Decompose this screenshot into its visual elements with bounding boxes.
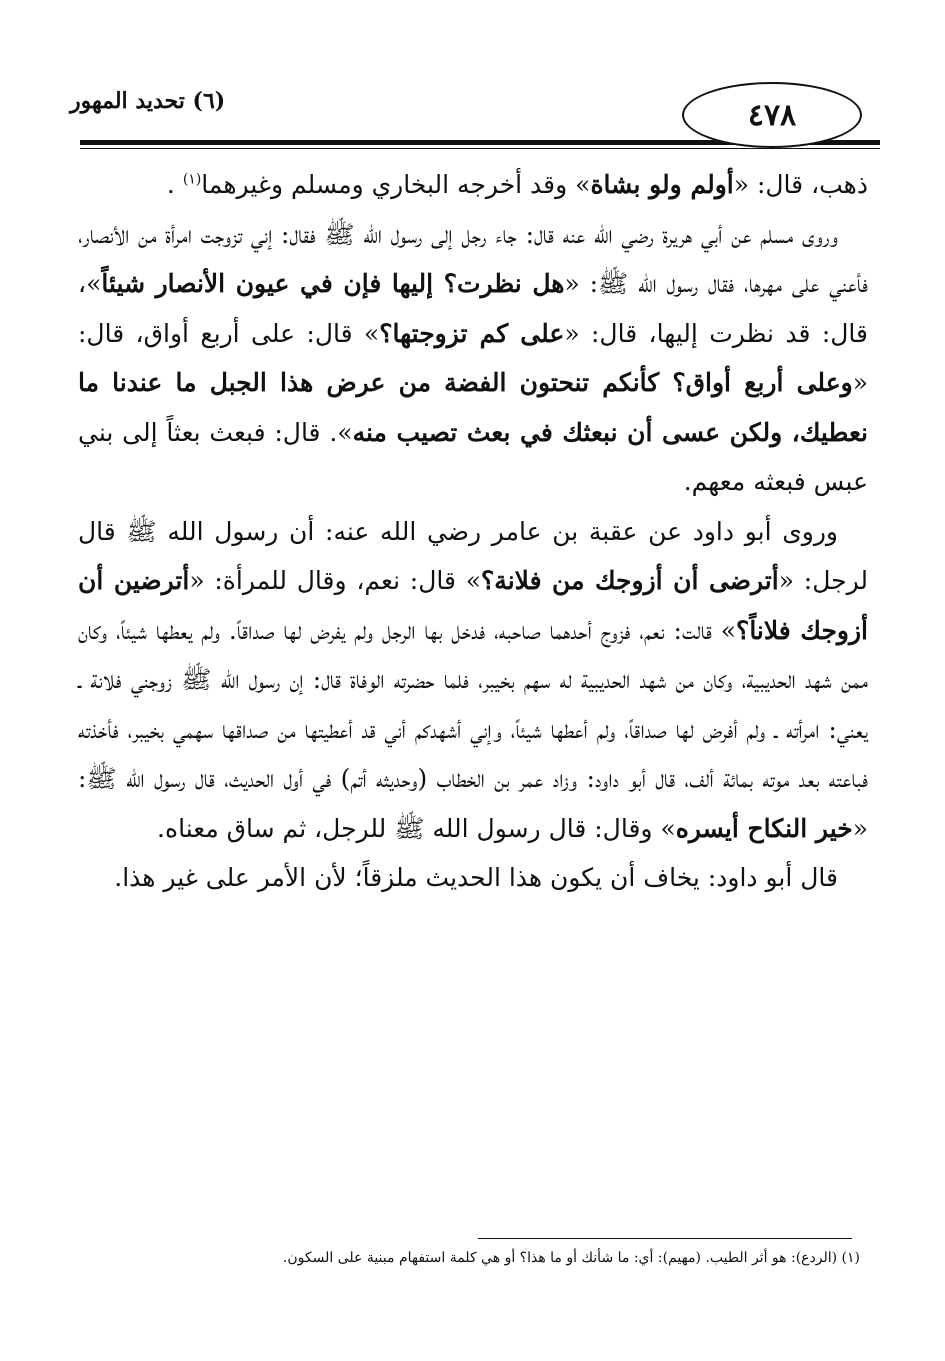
hadith-quote: على كم تزوجتها؟ bbox=[379, 318, 565, 348]
paragraph-3: وروى أبو داود عن عقبة بن عامر رضي الله عنه: أن رسول الله ﷺ قال لرجل: «أترضى أن أزوجك من فلانة؟» قال: نعم، وقال للمرأة: «أترضين أن أزوجك فلاناً؟» قالت: نعم، فزوج أحدهما صاحبه، فدخل بها الرجل ولم يفرض لها صداقاً. ولم يعطها شيئاً، وكان ممن شهد الحديبية، وكان من شهد الحديبية له سهم بخيبر، فلما حضرته الوفاة قال: إن رسول الله ﷺ زوجني فلانة ـ يعني: امرأته ـ ولم أفرض لها صداقاً، ولم أعطها شيئاً، وإني أشهدكم أني قد أعطيتها من صداقها سهمي بخيبر، فأخذته فباعته بعد موته بمائة ألف، قال أبو داود: وزاد عمر بن الخطاب (وحديثه أتم) في أول الحديث، قال رسول الله ﷺ: «خير النكاح أيسره» وقال: قال رسول الله ﷺ للرجل، ثم ساق معناه. bbox=[78, 516, 868, 843]
hadith-quote: أولم ولو بشاة bbox=[590, 170, 734, 199]
header-rule-thin bbox=[80, 148, 880, 149]
hadith-quote: وعلى أربع أواق؟ كأنكم تنحتون الفضة من عرض هذا الجبل ما عندنا ما نعطيك، ولكن عسى أن نبعثك في بعث تصيب منه bbox=[78, 368, 869, 447]
chapter-title: (٦) تحديد المهور bbox=[70, 88, 226, 114]
paragraph-1: ذهب، قال: «أولم ولو بشاة» وقد أخرجه البخاري ومسلم وغيرهما$^{(١)}$ . bbox=[166, 170, 868, 199]
page-header bbox=[60, 68, 882, 148]
footnote-rule bbox=[478, 1238, 852, 1239]
paragraph-2: وروى مسلم عن أبي هريرة رضي الله عنه قال: جاء رجل إلى رسول الله ﷺ فقال: إني تزوجت امرأة من الأنصار، فأعني على مهرها، فقال رسول الله ﷺ: «هل نظرت؟ إليها فإن في عيون الأنصار شيئاً»، قال: قد نظرت إليها، قال: «على كم تزوجتها؟» قال: على أربع أواق، قال: «وعلى أربع أواق؟ كأنكم تنحتون الفضة من عرض هذا الجبل ما عندنا ما نعطيك، ولكن عسى أن نبعثك في بعث تصيب منه». قال: فبعث بعثاً إلى بني عبس فبعثه معهم. bbox=[78, 219, 869, 496]
hadith-quote: أترضين أن أزوجك فلاناً؟ bbox=[78, 566, 868, 645]
page-number: ٤٧٨ bbox=[682, 82, 862, 148]
hadith-quote: هل نظرت؟ إليها فإن في عيون الأنصار شيئاً bbox=[101, 269, 565, 298]
hadith-quote: خير النكاح أيسره bbox=[675, 813, 853, 843]
body-text bbox=[78, 160, 868, 903]
hadith-quote: أترضى أن أزوجك من فلانة؟ bbox=[481, 566, 779, 595]
footnote: (١) (الردع): هو أثر الطيب. (مهيم): أي: ما شأنك أو ما هذا؟ أو هي كلمة استفهام مبنية على السكون. bbox=[282, 1250, 860, 1266]
paragraph-4: قال أبو داود: يخاف أن يكون هذا الحديث ملزقاً؛ لأن الأمر على غير هذا. bbox=[114, 863, 838, 892]
footnote-ref[interactable]: (١) bbox=[182, 171, 202, 188]
